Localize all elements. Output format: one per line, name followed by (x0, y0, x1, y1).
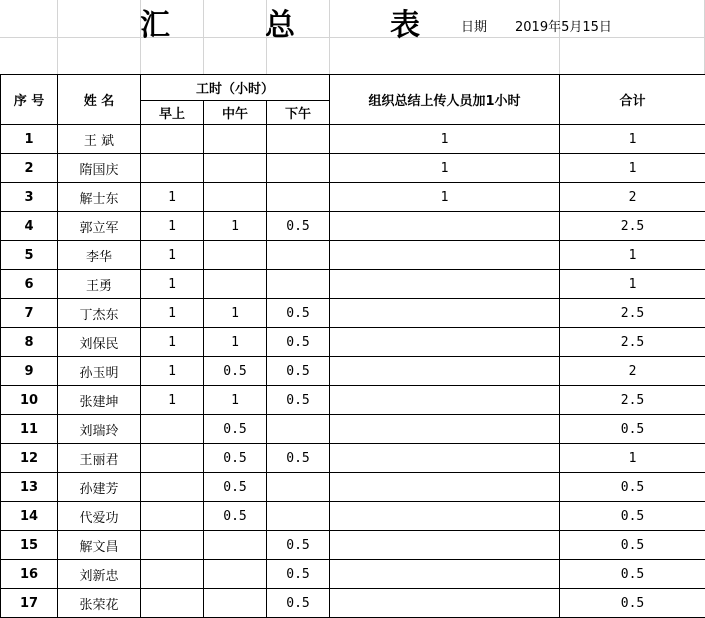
cell-noon[interactable]: 0.5 (204, 444, 267, 473)
cell-seq[interactable]: 2 (1, 154, 58, 183)
cell-seq[interactable]: 6 (1, 270, 58, 299)
cell-afternoon[interactable]: 0.5 (267, 560, 330, 589)
cell-total[interactable]: 0.5 (560, 415, 705, 444)
table-row (1, 502, 705, 531)
cell-noon[interactable]: 1 (204, 299, 267, 328)
cell-noon[interactable] (204, 270, 267, 299)
cell-name[interactable]: 王勇 (58, 270, 141, 299)
header-noon[interactable]: 中午 (204, 101, 267, 125)
cell-upload[interactable] (330, 299, 560, 328)
cell-afternoon[interactable]: 0.5 (267, 589, 330, 618)
cell-name[interactable]: 丁杰东 (58, 299, 141, 328)
cell-total[interactable]: 0.5 (560, 502, 705, 531)
table-row (1, 212, 705, 241)
cell-seq[interactable]: 4 (1, 212, 58, 241)
cell-seq[interactable]: 1 (1, 125, 58, 154)
cell-name[interactable]: 张荣花 (58, 589, 141, 618)
cell-total[interactable]: 2 (560, 357, 705, 386)
cell-upload[interactable] (330, 270, 560, 299)
cell-upload[interactable] (330, 560, 560, 589)
cell-total[interactable]: 2.5 (560, 299, 705, 328)
header-morning[interactable]: 早上 (141, 101, 204, 125)
cell-seq[interactable]: 16 (1, 560, 58, 589)
cell-name[interactable]: 刘瑞玲 (58, 415, 141, 444)
cell-total[interactable]: 0.5 (560, 560, 705, 589)
cell-name[interactable]: 张建坤 (58, 386, 141, 415)
table-row (1, 589, 705, 618)
cell-upload[interactable] (330, 212, 560, 241)
cell-noon[interactable]: 1 (204, 386, 267, 415)
cell-total[interactable]: 0.5 (560, 473, 705, 502)
cell-noon[interactable] (204, 589, 267, 618)
cell-morning[interactable] (141, 502, 204, 531)
cell-name[interactable]: 刘新忠 (58, 560, 141, 589)
cell-noon[interactable] (204, 183, 267, 212)
cell-name[interactable]: 隋国庆 (58, 154, 141, 183)
cell-morning[interactable]: 1 (141, 328, 204, 357)
cell-noon[interactable]: 0.5 (204, 502, 267, 531)
cell-afternoon[interactable]: 0.5 (267, 531, 330, 560)
cell-afternoon[interactable] (267, 154, 330, 183)
table-row (1, 125, 705, 154)
cell-noon[interactable]: 1 (204, 328, 267, 357)
cell-morning[interactable] (141, 589, 204, 618)
cell-morning[interactable] (141, 473, 204, 502)
cell-upload[interactable] (330, 473, 560, 502)
cell-noon[interactable] (204, 125, 267, 154)
table-row (1, 415, 705, 444)
header-afternoon[interactable]: 下午 (267, 101, 330, 125)
cell-afternoon[interactable]: 0.5 (267, 386, 330, 415)
cell-noon[interactable] (204, 241, 267, 270)
title-char: 汇 (140, 8, 170, 43)
cell-upload[interactable] (330, 328, 560, 357)
cell-seq[interactable]: 13 (1, 473, 58, 502)
cell-total[interactable]: 2.5 (560, 328, 705, 357)
cell-noon[interactable]: 1 (204, 212, 267, 241)
cell-morning[interactable]: 1 (141, 386, 204, 415)
header-total[interactable]: 合计 (560, 75, 705, 125)
cell-upload[interactable] (330, 502, 560, 531)
cell-seq[interactable]: 12 (1, 444, 58, 473)
cell-total[interactable]: 2 (560, 183, 705, 212)
header-name[interactable]: 姓 名 (58, 75, 141, 125)
cell-upload[interactable]: 1 (330, 183, 560, 212)
cell-total[interactable]: 1 (560, 444, 705, 473)
cell-noon[interactable] (204, 154, 267, 183)
table-row (1, 473, 705, 502)
cell-total[interactable]: 1 (560, 241, 705, 270)
cell-afternoon[interactable] (267, 502, 330, 531)
table-row (1, 560, 705, 589)
cell-total[interactable]: 2.5 (560, 386, 705, 415)
cell-morning[interactable]: 1 (141, 212, 204, 241)
table-row (1, 241, 705, 270)
table-row (1, 154, 705, 183)
cell-upload[interactable]: 1 (330, 154, 560, 183)
cell-upload[interactable] (330, 589, 560, 618)
cell-name[interactable]: 解文昌 (58, 531, 141, 560)
cell-upload[interactable]: 1 (330, 125, 560, 154)
cell-afternoon[interactable]: 0.5 (267, 299, 330, 328)
cell-morning[interactable]: 1 (141, 357, 204, 386)
table-row (1, 270, 705, 299)
cell-morning[interactable]: 1 (141, 270, 204, 299)
table-row (1, 531, 705, 560)
date-label: 日期 (461, 20, 488, 35)
title-char: 总 (265, 8, 295, 43)
cell-noon[interactable]: 0.5 (204, 357, 267, 386)
cell-noon[interactable]: 0.5 (204, 415, 267, 444)
cell-morning[interactable] (141, 125, 204, 154)
cell-morning[interactable] (141, 531, 204, 560)
header-hours[interactable]: 工时（小时） (141, 75, 330, 101)
cell-upload[interactable] (330, 357, 560, 386)
cell-total[interactable]: 1 (560, 154, 705, 183)
cell-morning[interactable]: 1 (141, 241, 204, 270)
sheet-title (140, 4, 420, 43)
cell-seq[interactable]: 9 (1, 357, 58, 386)
cell-seq[interactable]: 11 (1, 415, 58, 444)
header-upload[interactable]: 组织总结上传人员加1小时 (330, 75, 560, 125)
cell-afternoon[interactable] (267, 415, 330, 444)
cell-name[interactable]: 王丽君 (58, 444, 141, 473)
cell-seq[interactable]: 3 (1, 183, 58, 212)
table-row (1, 444, 705, 473)
cell-morning[interactable] (141, 444, 204, 473)
cell-upload[interactable] (330, 531, 560, 560)
cell-morning[interactable] (141, 415, 204, 444)
cell-upload[interactable] (330, 415, 560, 444)
table-row (1, 183, 705, 212)
cell-seq[interactable]: 15 (1, 531, 58, 560)
cell-total[interactable]: 1 (560, 270, 705, 299)
cell-name[interactable]: 孙建芳 (58, 473, 141, 502)
cell-noon[interactable] (204, 531, 267, 560)
cell-total[interactable]: 1 (560, 125, 705, 154)
date-value: 2019年5月15日 (515, 20, 612, 35)
cell-afternoon[interactable]: 0.5 (267, 212, 330, 241)
cell-afternoon[interactable] (267, 270, 330, 299)
cell-total[interactable]: 2.5 (560, 212, 705, 241)
cell-name[interactable]: 解士东 (58, 183, 141, 212)
title-char: 表 (390, 8, 420, 43)
cell-seq[interactable]: 10 (1, 386, 58, 415)
header-seq[interactable]: 序 号 (1, 75, 58, 125)
gridline (559, 0, 560, 74)
cell-morning[interactable] (141, 154, 204, 183)
cell-noon[interactable] (204, 560, 267, 589)
cell-afternoon[interactable] (267, 183, 330, 212)
cell-upload[interactable] (330, 386, 560, 415)
cell-name[interactable]: 李华 (58, 241, 141, 270)
gridline (57, 0, 58, 74)
cell-name[interactable]: 代爱功 (58, 502, 141, 531)
cell-afternoon[interactable] (267, 473, 330, 502)
cell-upload[interactable] (330, 241, 560, 270)
cell-name[interactable]: 郭立军 (58, 212, 141, 241)
cell-morning[interactable]: 1 (141, 299, 204, 328)
cell-name[interactable]: 刘保民 (58, 328, 141, 357)
table-row (1, 299, 705, 328)
cell-name[interactable]: 王 斌 (58, 125, 141, 154)
table-row (1, 386, 705, 415)
cell-morning[interactable] (141, 560, 204, 589)
cell-total[interactable]: 0.5 (560, 531, 705, 560)
cell-afternoon[interactable]: 0.5 (267, 444, 330, 473)
cell-afternoon[interactable] (267, 125, 330, 154)
cell-upload[interactable] (330, 444, 560, 473)
cell-afternoon[interactable] (267, 241, 330, 270)
cell-seq[interactable]: 17 (1, 589, 58, 618)
cell-seq[interactable]: 5 (1, 241, 58, 270)
table-row (1, 328, 705, 357)
cell-seq[interactable]: 7 (1, 299, 58, 328)
table-row (1, 357, 705, 386)
cell-name[interactable]: 孙玉明 (58, 357, 141, 386)
cell-morning[interactable]: 1 (141, 183, 204, 212)
summary-table (0, 74, 705, 618)
cell-seq[interactable]: 14 (1, 502, 58, 531)
cell-total[interactable]: 0.5 (560, 589, 705, 618)
cell-afternoon[interactable]: 0.5 (267, 328, 330, 357)
cell-noon[interactable]: 0.5 (204, 473, 267, 502)
cell-afternoon[interactable]: 0.5 (267, 357, 330, 386)
cell-seq[interactable]: 8 (1, 328, 58, 357)
